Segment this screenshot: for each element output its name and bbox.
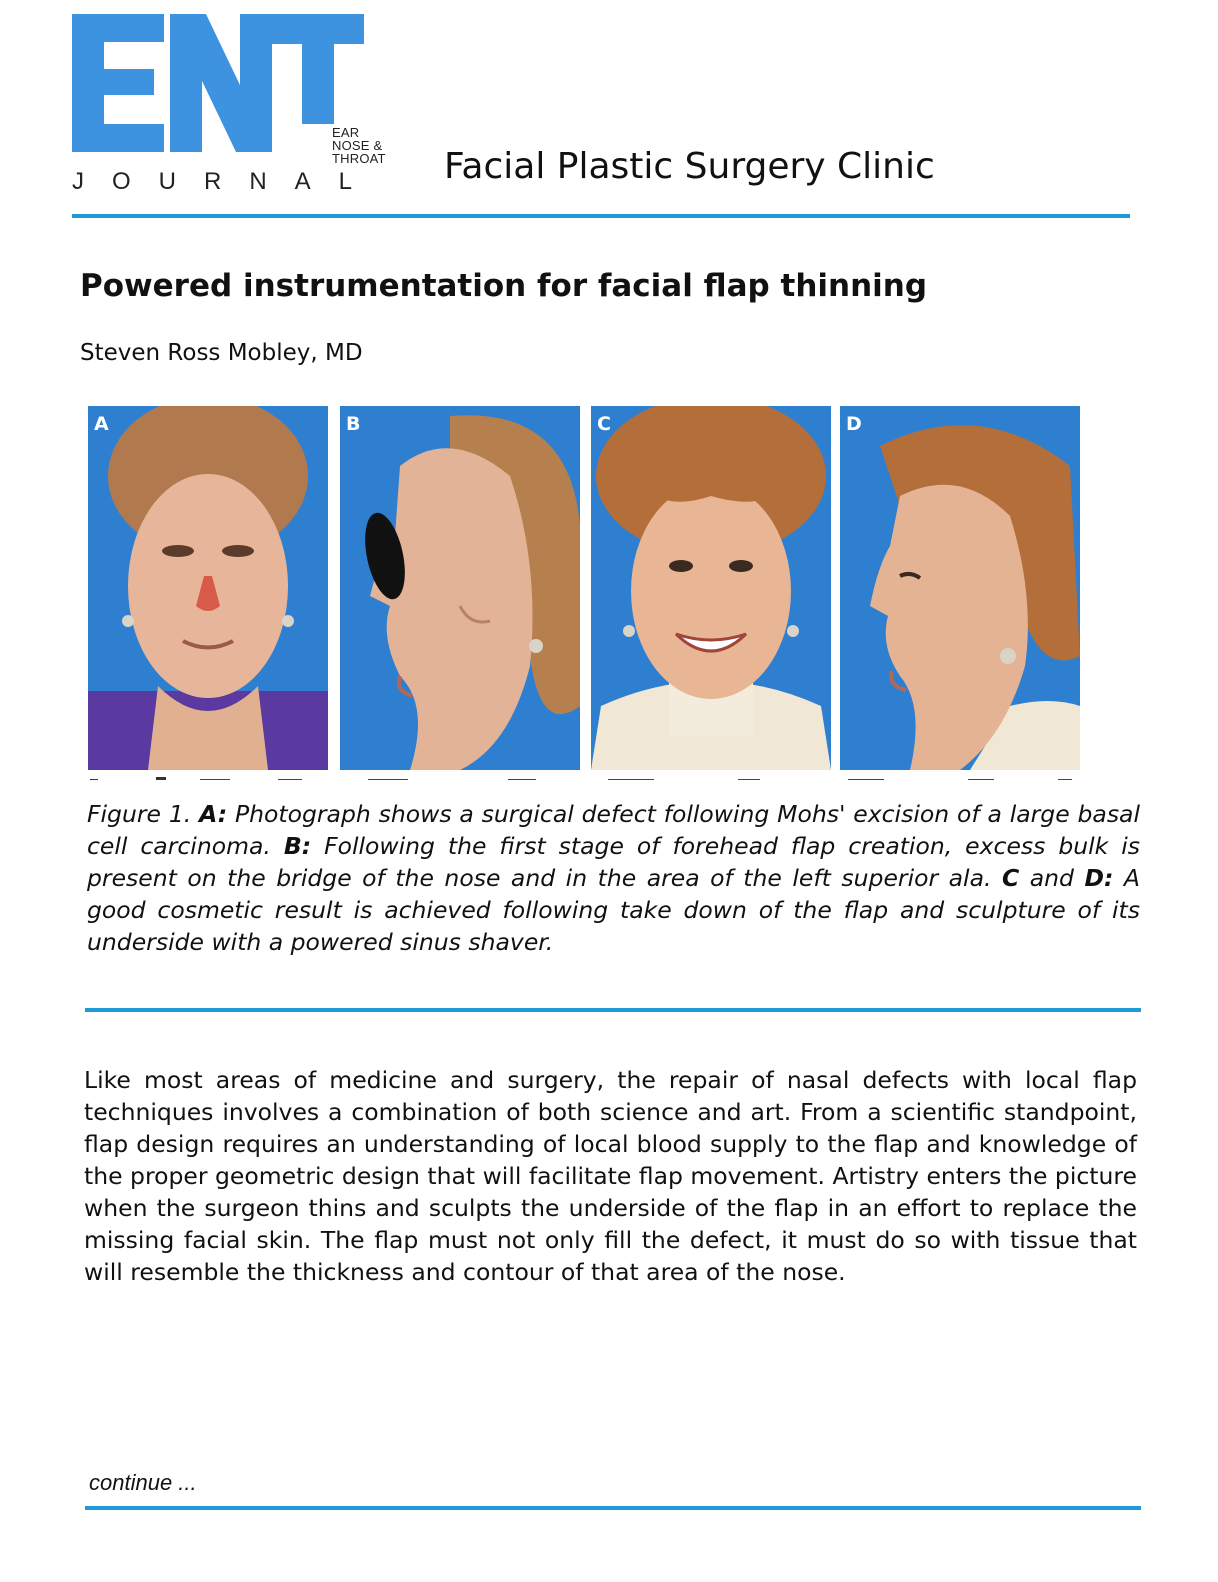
figure-panel-a xyxy=(88,406,328,770)
panel-label-b: B xyxy=(346,413,361,435)
figure-panel-d xyxy=(840,406,1080,770)
photo-frontal-result xyxy=(591,406,831,770)
article-author: Steven Ross Mobley, MD xyxy=(80,340,363,366)
figure-panel-b xyxy=(340,406,580,770)
photo-frontal-defect xyxy=(88,406,328,770)
photo-profile-result xyxy=(840,406,1080,770)
continue-link[interactable]: continue ... xyxy=(89,1470,197,1495)
figure-panel-c xyxy=(591,406,831,770)
cropped-caption-artifact xyxy=(88,770,1080,780)
figure-caption: Figure 1. A: Photograph shows a surgical defect following Mohs' excision of a large basal cell carcinoma. B: Following the first stage of forehead flap creation, excess bulk is present on the bridge of the nose and in the area of the left superior ala. C and D: A good cosmetic result is achieved following take down of the flap and sculpture of its underside with a powered sinus shaver. xyxy=(87,800,1141,956)
article-title: Powered instrumentation for facial flap thinning xyxy=(80,268,928,304)
footer-divider xyxy=(85,1506,1141,1510)
ent-logo-mark xyxy=(72,14,364,152)
logo-journal-wordmark: JOURNAL xyxy=(72,168,381,195)
photo-profile-flap xyxy=(340,406,580,770)
journal-logo xyxy=(72,14,412,195)
panel-label-a: A xyxy=(94,413,109,435)
body-paragraph: Like most areas of medicine and surgery, the repair of nasal defects with local flap techniques involves a combination of both science and art. From a scientific standpoint, flap design requires an understanding of local blood supply to the flap and knowledge of the proper geometric design that will facilitate flap movement. Artistry enters the picture when the surgeon thins and sculpts the underside of the flap in an effort to replace the missing facial skin. The flap must not only fill the defect, it must do so with tissue that will resemble the thickness and contour of that area of the nose. xyxy=(84,1066,1137,1286)
panel-label-c: C xyxy=(597,413,611,435)
section-title: Facial Plastic Surgery Clinic xyxy=(444,146,935,187)
header-divider xyxy=(72,214,1130,218)
logo-subtitle: EAR NOSE & THROAT xyxy=(332,125,386,166)
panel-label-d: D xyxy=(846,413,862,435)
caption-divider xyxy=(85,1008,1141,1012)
